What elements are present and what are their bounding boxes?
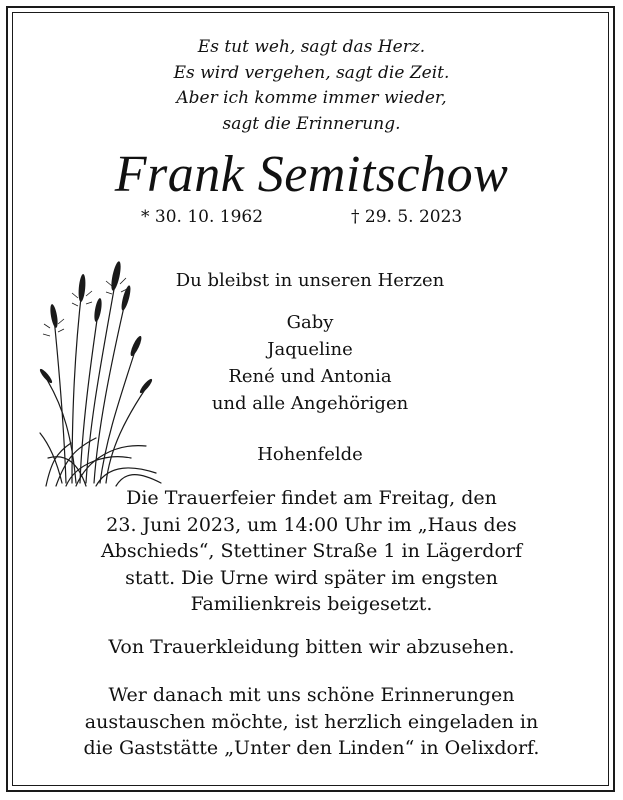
deceased-name: Frank Semitschow xyxy=(114,146,509,203)
text-line: Die Trauerfeier findet am Freitag, den xyxy=(126,487,497,509)
poem-line: Es wird vergehen, sagt die Zeit. xyxy=(173,62,450,83)
text-line: austauschen möchte, ist herzlich eingeladen in xyxy=(84,710,539,733)
poem-line: Es tut weh, sagt das Herz. xyxy=(197,37,426,57)
mourner-name: René und Antonia xyxy=(228,366,392,387)
text-line: statt. Die Urne wird später im engsten xyxy=(125,566,498,589)
birth-date: * 30. 10. 1962 xyxy=(141,207,264,227)
place: Hohenfelde xyxy=(257,444,363,465)
mourners-list xyxy=(150,309,470,417)
text-line: 23. Juni 2023, um 14:00 Uhr im „Haus des xyxy=(106,513,517,536)
funeral-announcement xyxy=(20,485,603,618)
mourner-name: Gaby xyxy=(286,312,334,333)
text-line: Wer danach mit uns schöne Erinnerungen xyxy=(108,684,515,706)
poem-line: sagt die Erinnerung. xyxy=(222,113,401,134)
clothing-note: Von Trauerkleidung bitten wir abzusehen. xyxy=(108,636,515,658)
reception-invitation xyxy=(20,682,603,762)
text-line: Familienkreis beigesetzt. xyxy=(190,593,433,615)
death-date: † 29. 5. 2023 xyxy=(351,207,463,227)
text-line: Abschieds“, Stettiner Straße 1 in Lägerdorf xyxy=(100,540,523,562)
poem xyxy=(0,35,623,137)
grass-illustration-icon xyxy=(36,258,166,488)
motto: Du bleibst in unseren Herzen xyxy=(175,270,445,291)
mourner-name: und alle Angehörigen xyxy=(211,393,409,414)
poem-line: Aber ich komme immer wieder, xyxy=(176,88,447,108)
text-line: die Gaststätte „Unter den Linden“ in Oelixdorf. xyxy=(83,737,540,759)
mourner-name: Jaqueline xyxy=(267,339,353,360)
